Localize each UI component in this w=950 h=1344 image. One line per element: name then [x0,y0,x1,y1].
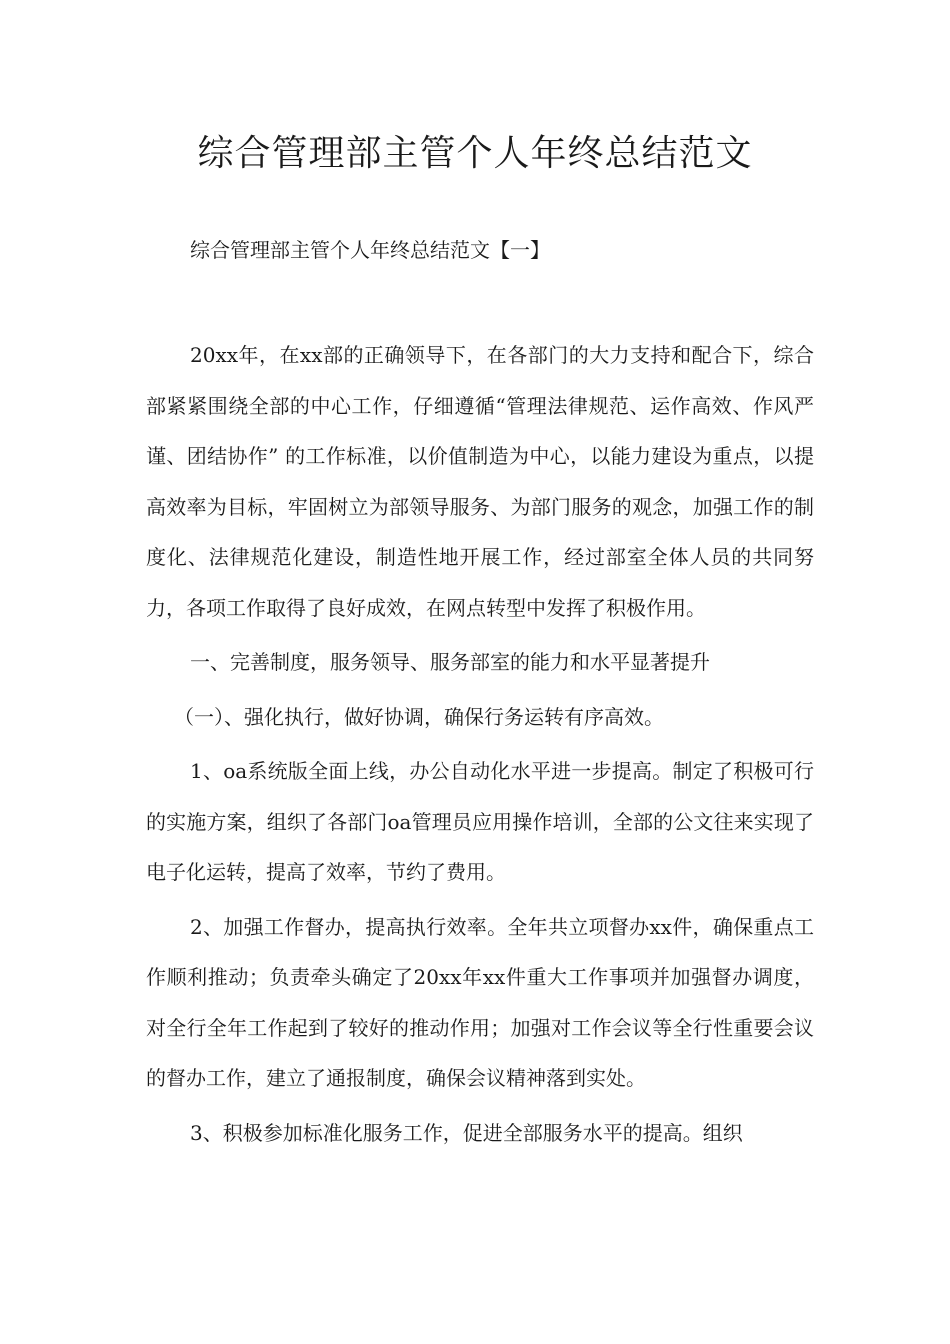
subsection-heading: （一）、强化执行，做好协调，确保行务运转有序高效。 [174,704,664,729]
paragraph-intro: 20xx年，在xx部的正确领导下，在各部门的大力支持和配合下，综合部紧紧围绕全部的中心工作，仔细遵循“管理法律规范、运作高效、作风严谨、团结协作” 的工作标准，以价值制造为中心，以能力建设为重点，以提高效率为目标，牢固树立为部领导服务、为部门服务的观念，加强工作的制度化、法律规范化建设，制造性地开展工作，经过部室全体人员的共同努力，各项工作取得了良好成效，在网点转型中发挥了积极作用。 [146,343,814,620]
document-body [146,330,814,1158]
section-heading: 一、完善制度，服务领导、服务部室的能力和水平显著提升 [190,650,710,674]
paragraph-item-3: 3、积极参加标准化服务工作，促进全部服务水平的提高。组织 [190,1120,743,1145]
document-subtitle: 综合管理部主管个人年终总结范文【一】 [190,238,550,262]
paragraph-item-1: 1、oa系统版全面上线，办公自动化水平进一步提高。制定了积极可行的实施方案，组织了各部门oa管理员应用操作培训，全部的公文往来实现了电子化运转，提高了效率，节约了费用。 [146,759,814,884]
document-title: 综合管理部主管个人年终总结范文 [197,133,753,174]
paragraph-item-2: 2、加强工作督办，提高执行效率。全年共立项督办xx件，确保重点工作顺利推动；负责牵头确定了20xx年xx件重大工作事项并加强督办调度，对全行全年工作起到了较好的推动作用；加强对工作会议等全行性重要会议的督办工作，建立了通报制度，确保会议精神落到实处。 [146,914,814,1090]
